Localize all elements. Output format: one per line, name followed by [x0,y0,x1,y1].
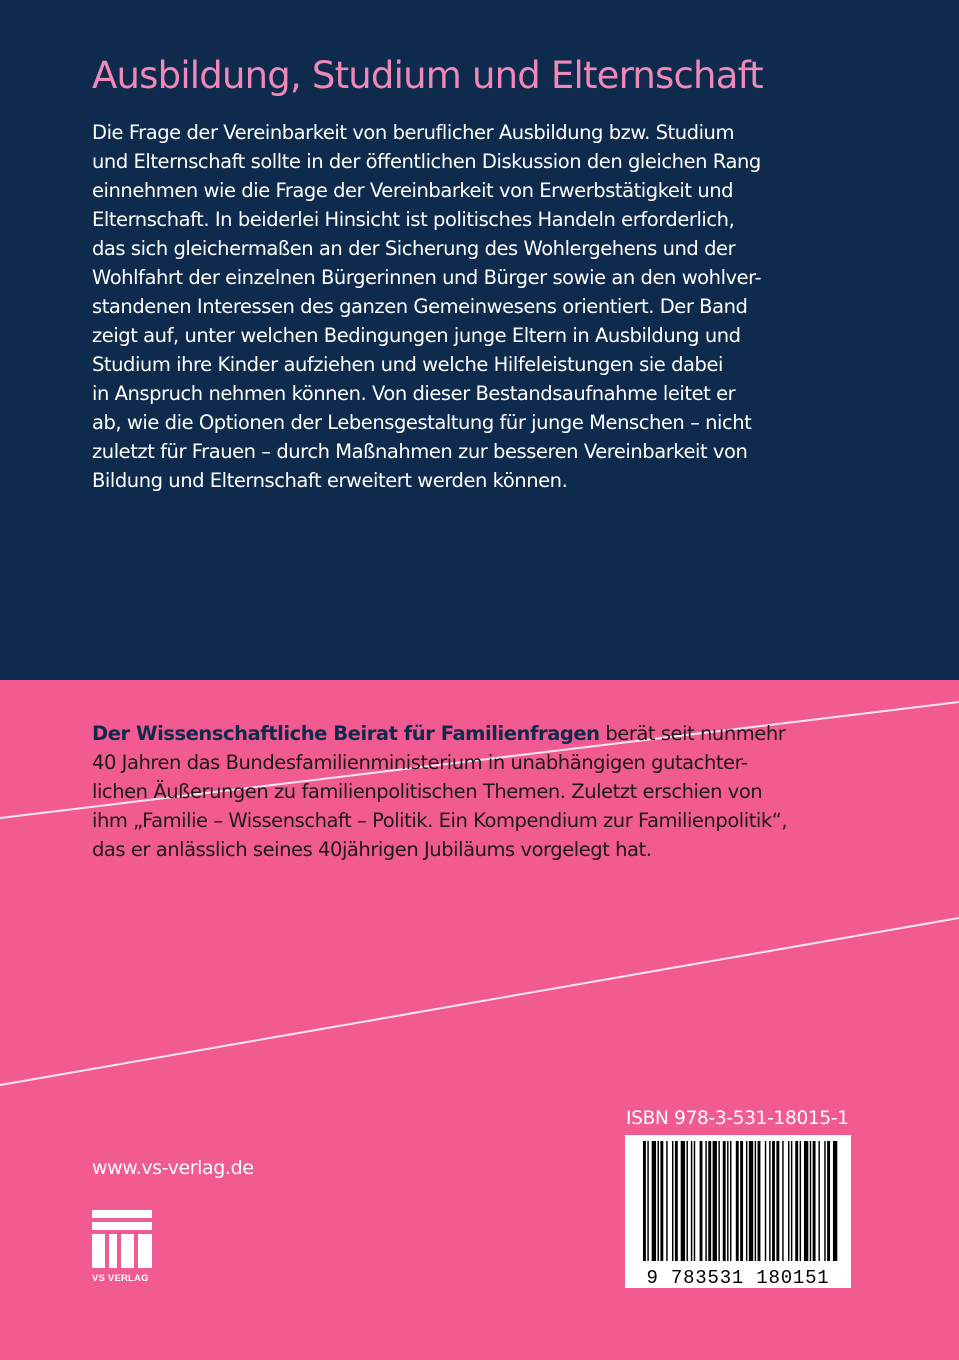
about-line: lichen Äußerungen zu familienpolitischen Themen. Zuletzt erschien von [92,780,763,803]
barcode-bar [730,1141,731,1261]
barcode-bar [746,1141,747,1261]
isbn-label: ISBN 978-3-531-18015-1 [626,1108,849,1129]
about-line-rest: berät seit nunmehr [599,722,786,745]
book-title: Ausbildung, Studium und Elternschaft [92,54,763,97]
description-line: Wohlfahrt der einzelnen Bürgerinnen und Bürger sowie an den wohlver- [92,266,762,289]
barcode-bar [810,1141,811,1261]
barcode-bar [827,1141,830,1261]
barcode-bar [772,1141,775,1261]
about-publisher-board [92,719,882,864]
barcode-bar [713,1141,717,1261]
barcode-bar [769,1141,770,1261]
barcode-bar [727,1141,728,1261]
barcode-bar [824,1141,825,1261]
barcode-bar [782,1141,783,1261]
barcode-bar [818,1141,819,1261]
description-line: Studium ihre Kinder aufziehen und welche Hilfeleistungen sie dabei [92,353,723,376]
barcode-bar [788,1141,789,1261]
barcode-bar [687,1141,688,1261]
barcode-bar [672,1141,673,1261]
barcode-bar [833,1141,837,1261]
barcode-bar [694,1141,695,1261]
description-line: in Anspruch nehmen können. Von dieser Bestandsaufnahme leitet er [92,382,736,405]
board-name: Der Wissenschaftliche Beirat für Familienfragen [92,722,600,745]
description-line: einnehmen wie die Frage der Vereinbarkeit von Erwerbstätigkeit und [92,179,734,202]
barcode-bar [660,1141,663,1261]
barcode-bar [652,1141,656,1261]
website-link[interactable]: www.vs-verlag.de [92,1157,254,1179]
description-line: Bildung und Elternschaft erweitert werden können. [92,469,568,492]
barcode-bar [700,1141,703,1261]
barcode-bar [675,1141,678,1261]
barcode-bar [643,1141,646,1261]
barcode-bar [723,1141,726,1261]
barcode-digits: 9 783531 180151 [646,1267,830,1288]
barcode-bar [749,1141,753,1261]
about-line: das er anlässlich seines 40jährigen Jubiläums vorgelegt hat. [92,838,652,861]
description-line: Die Frage der Vereinbarkeit von beruflicher Ausbildung bzw. Studium [92,121,735,144]
description-line: standenen Interessen des ganzen Gemeinwesens orientiert. Der Band [92,295,748,318]
barcode-bar [647,1141,648,1261]
decorative-line-lower [0,918,959,1085]
description-line: zeigt auf, unter welchen Bedingungen junge Eltern in Ausbildung und [92,324,741,347]
barcode-bar [791,1141,792,1261]
book-description [92,118,872,495]
barcode-bar [718,1141,719,1261]
barcode-bar [813,1141,816,1261]
description-line: und Elternschaft sollte in der öffentlichen Diskussion den gleichen Rang [92,150,761,173]
description-line: ab, wie die Optionen der Lebensgestaltung für junge Menschen – nicht [92,411,752,434]
barcode-bar [804,1141,808,1261]
about-line: ihm „Familie – Wissenschaft – Politik. Ein Kompendium zur Familienpolitik“, [92,809,788,832]
description-line: Elternschaft. In beiderlei Hinsicht ist politisches Handeln erforderlich, [92,208,735,231]
barcode-bar [800,1141,801,1261]
barcode-bar [776,1141,779,1261]
barcode-bar [755,1141,756,1261]
barcode-bar [658,1141,659,1261]
barcode-bar [691,1141,692,1261]
logo-wordmark: VS VERLAG [92,1273,149,1284]
vs-verlag-logo [92,1210,152,1284]
about-first-line [92,719,882,748]
barcode-bar [795,1141,798,1261]
about-line: 40 Jahren das Bundesfamilienministerium in unabhängigen gutachter- [92,751,748,774]
barcode-bar [758,1141,761,1261]
barcode-bar [765,1141,766,1261]
description-line: zuletzt für Frauen – durch Maßnahmen zur besseren Vereinbarkeit von [92,440,748,463]
barcode [625,1135,851,1288]
barcode-bar [736,1141,739,1261]
barcode-bar [740,1141,743,1261]
barcode-graphic [625,1135,851,1288]
barcode-bar [705,1141,706,1261]
barcode-bar [681,1141,685,1261]
barcode-bar [666,1141,667,1261]
description-line: das sich gleichermaßen an der Sicherung des Wohlergehens und der [92,237,736,260]
barcode-bar [708,1141,711,1261]
